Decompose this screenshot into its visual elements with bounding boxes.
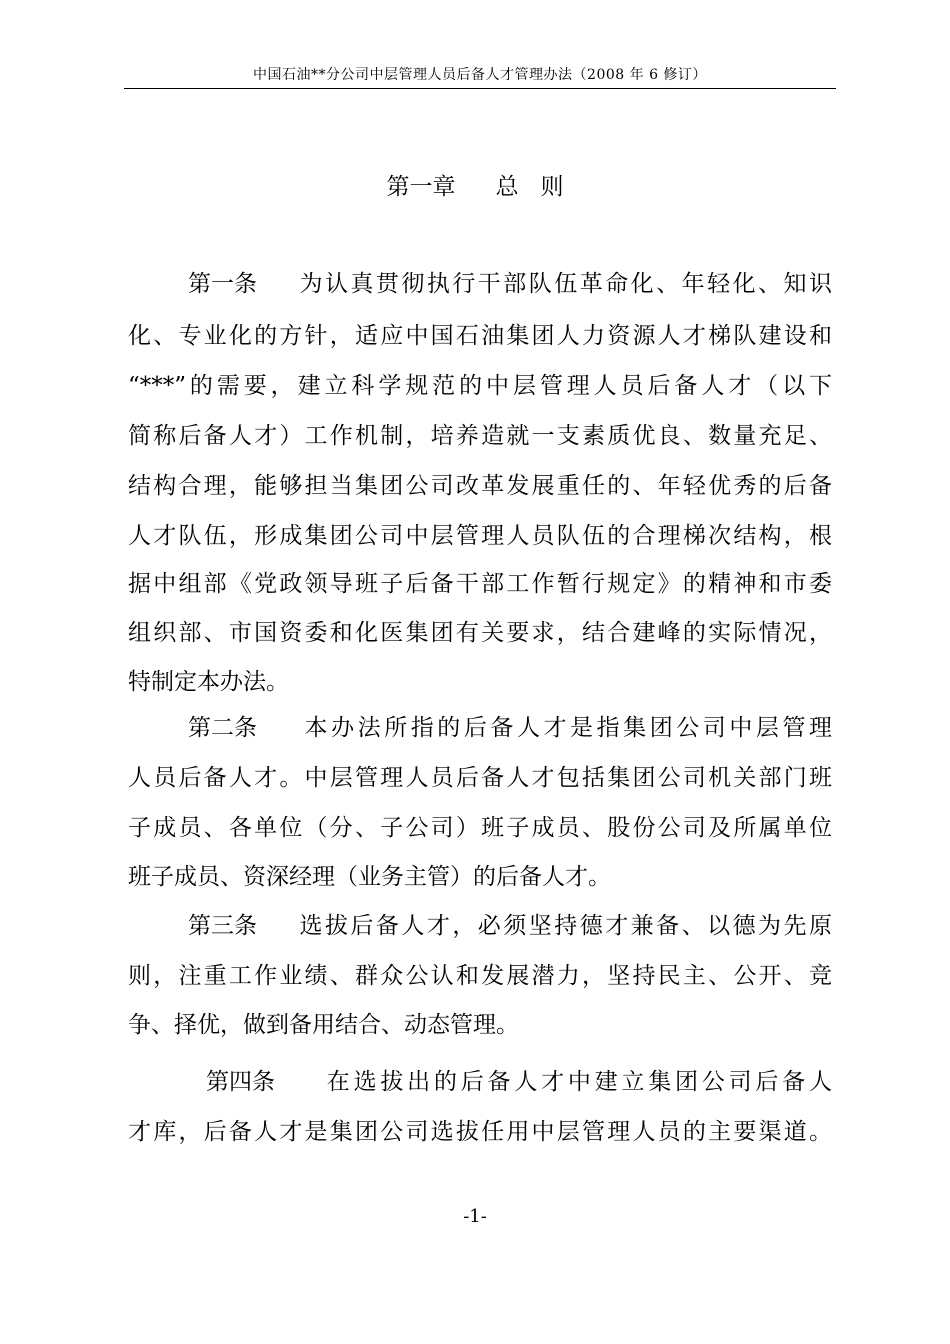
article-2-line-3: 子成员、各单位（分、子公司）班子成员、股份公司及所属单位 [128,815,832,841]
article-4-line-2: 才库，后备人才是集团公司选拔任用中层管理人员的主要渠道。 [128,1119,832,1145]
article-1-line-1: 为认真贯彻执行干部队伍革命化、年轻化、知识 [297,271,832,297]
article-3-line-1: 选拔后备人才，必须坚持德才兼备、以德为先原 [297,913,832,939]
article-1-line-9: 特制定本办法。 [128,669,289,695]
page-number: -1- [463,1206,487,1227]
chapter-title [0,172,950,202]
article-2-first-line [188,712,832,744]
article-1-line-7: 据中组部《党政领导班子后备干部工作暂行规定》的精神和市委 [128,571,832,597]
article-1-first-line [188,268,832,300]
article-4-label: 第四条 [206,1069,275,1095]
article-3-line-3: 争、择优，做到备用结合、动态管理。 [128,1012,519,1038]
article-3-first-line [188,910,832,942]
article-2-line-4: 班子成员、资深经理（业务主管）的后备人才。 [128,864,611,890]
chapter-name-part2: 则 [540,174,564,200]
chapter-name-part1: 总 [495,174,519,200]
article-2-line-1: 本办法所指的后备人才是指集团公司中层管理 [301,715,832,741]
article-4-line-1: 在选拔出的后备人才中建立集团公司后备人 [323,1069,832,1095]
page-header: 中国石油**分公司中层管理人员后备人才管理办法（2008 年 6 修订） [253,67,707,83]
article-2-line-2: 人员后备人才。中层管理人员后备人才包括集团公司机关部门班 [128,765,832,791]
article-1-line-4: 简称后备人才）工作机制，培养造就一支素质优良、数量充足、 [128,423,832,449]
article-1-line-5: 结构合理，能够担当集团公司改革发展重任的、年轻优秀的后备 [128,473,832,499]
header-rule [124,88,836,89]
article-2-label: 第二条 [188,715,257,741]
article-1-line-6: 人才队伍，形成集团公司中层管理人员队伍的合理梯次结构，根 [128,523,832,549]
article-1-line-8: 组织部、市国资委和化医集团有关要求，结合建峰的实际情况， [128,620,832,646]
article-1-label: 第一条 [188,271,257,297]
article-3-label: 第三条 [188,913,257,939]
article-3-line-2: 则，注重工作业绩、群众公认和发展潜力，坚持民主、公开、竞 [128,963,832,989]
article-1-line-2: 化、专业化的方针，适应中国石油集团人力资源人才梯队建设和 [128,323,832,349]
article-4-first-line [206,1066,832,1098]
chapter-number: 第一章 [386,174,456,200]
article-1-line-3: “***”的需要，建立科学规范的中层管理人员后备人才（以下 [128,373,832,399]
